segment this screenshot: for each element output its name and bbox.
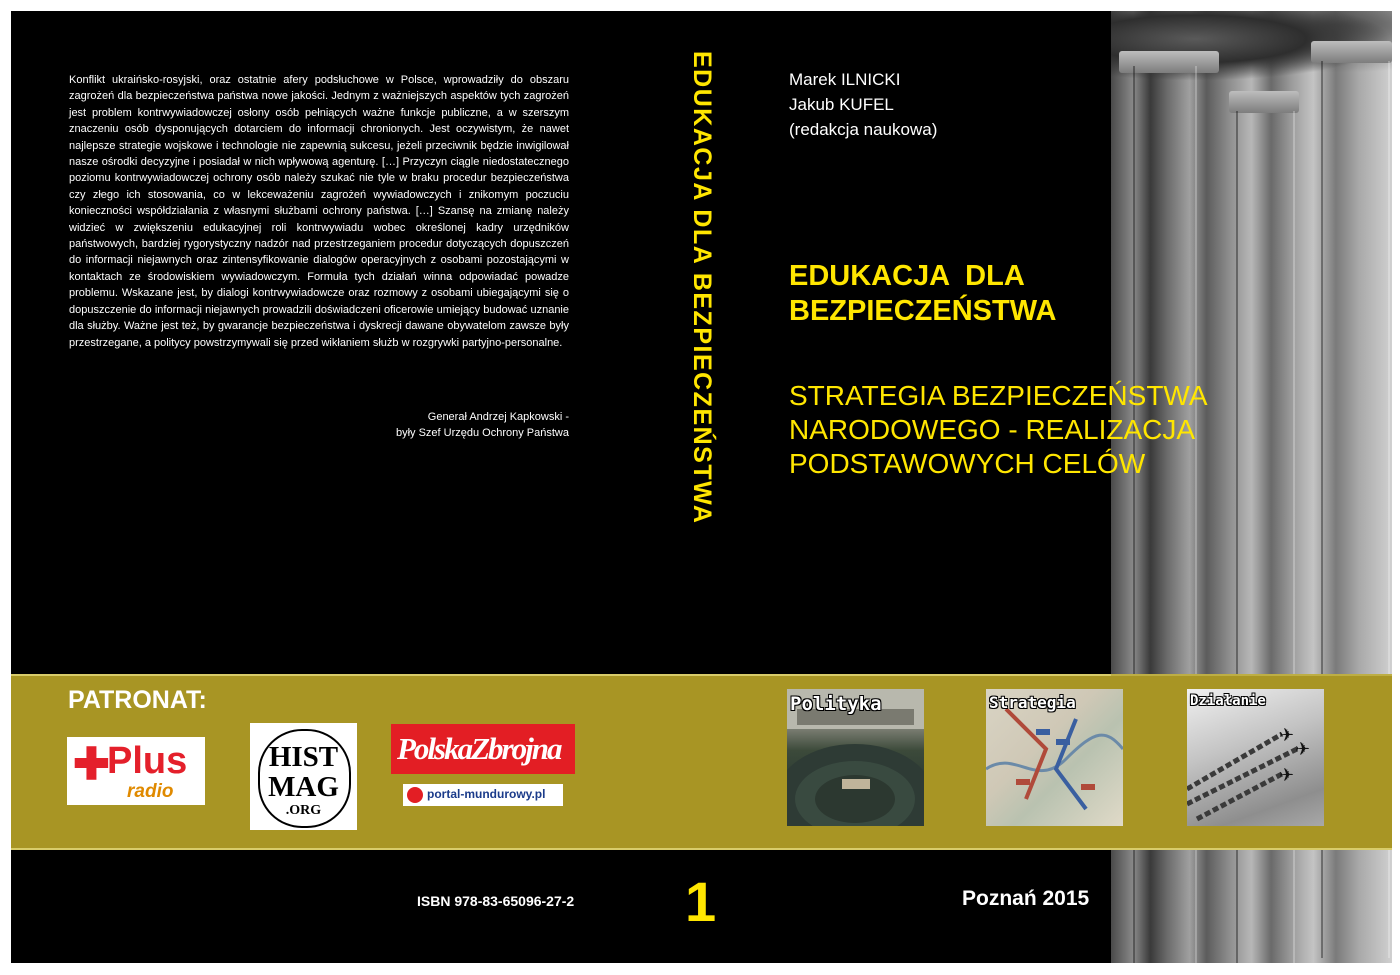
book-title-line: BEZPIECZEŃSTWA <box>789 295 1057 327</box>
signature-name: Generał Andrzej Kapkowski - <box>427 411 569 423</box>
book-title-line: EDUKACJA DLA <box>789 260 1025 292</box>
back-cover-signature <box>311 409 569 442</box>
portal-mundurowy-text: portal-mundurowy.pl <box>427 787 546 801</box>
radio-logo-text: radio <box>127 781 174 802</box>
column-capital <box>1229 91 1299 113</box>
book-title <box>789 259 1056 329</box>
jets-image <box>1187 689 1324 826</box>
authors-block <box>789 67 937 142</box>
thumbnail-label: Działanie <box>1190 693 1266 709</box>
thumbnail-label: Strategia <box>989 693 1076 712</box>
spine <box>668 51 728 651</box>
thumbnail-polityka <box>787 689 924 826</box>
svg-text:✈: ✈ <box>1279 765 1295 785</box>
book-cover <box>11 11 1392 963</box>
histmag-logo <box>250 723 357 830</box>
portal-mundurowy-icon <box>407 787 423 803</box>
place-and-year: Poznań 2015 <box>962 887 1090 910</box>
book-subtitle <box>789 379 1208 481</box>
subtitle-line: STRATEGIA BEZPIECZEŃSTWA <box>789 380 1208 411</box>
volume-number: 1 <box>685 870 717 933</box>
subtitle-line: PODSTAWOWYCH CELÓW <box>789 448 1146 479</box>
patronage-label: PATRONAT: <box>68 686 207 714</box>
thumbnail-strategia <box>986 689 1123 826</box>
back-cover-blurb: Konflikt ukraińsko-rosyjski, oraz ostatnie afery podsłuchowe w Polsce, wprowadziły do obszaru zagrożeń dla bezpieczeństwa państwa nowe jakości. Jednym z ważniejszych aspektów tych zagrożeń jest problem kontrwywiadowczej osłony osób pełniących ważne funkcje publiczne, a w szerszym znaczeniu osób dysponujących dotarciem do informacji chronionych. Jest oczywistym, że nawet najlepsze strategie wojskowe i technologie nie zapewnią sukcesu, jeżeli przeciwnik będzie inwigilował nasze ośrodki decyzyjne i posiadał w nich wpływową agenturę. […] Przyczyn ciągle niedostatecznego poziomu kontrwywiadowczej ochrony osób należy szukać nie tyle w braku procedur bezpieczeństwa czy złego ich stosowania, co w lekceważeniu zagrożeń wywiadowczych i znikomym poczuciu konieczności współdziałania z własnymi służbami ochrony państwa. […] Szansę na zmianę należy widzieć w zwiększeniu edukacyjnej roli kontrwywiadu wobec określonej kadry urzędników państwowych, bardziej rygorystyczny nadzór nad przestrzeganiem procedur dotyczących dopuszczeń do informacji niejawnych oraz zintensyfikowanie dialogów operacyjnych z osobami pozostającymi w kontaktach ze środowiskiem wywiadowczym. Formuła tych działań winna odpowiadać powadze problemu. Wskazane jest, by dialogi kontrwywiadowcze oraz rozmowy z osobami ubiegającymi się o dopuszczenie do informacji niejawnych prowadzili doświadczeni oficerowie umiejący budować uznanie dla służby. Ważne jest też, by gwarancje bezpieczeństwa i dyskrecji dawane obywatelom zawsze były przestrzegane, a politycy powstrzymywali się przed wikłaniem służb w rozgrywki partyjno-personalne. <box>69 74 569 349</box>
isbn: ISBN 978-83-65096-27-2 <box>417 893 575 909</box>
editors-note: (redakcja naukowa) <box>789 120 938 139</box>
author-name: Jakub KUFEL <box>789 95 894 114</box>
histmag-line: HIST <box>268 741 339 773</box>
thumbnail-label: Polityka <box>790 693 882 715</box>
svg-text:✈: ✈ <box>1279 725 1295 745</box>
histmag-line: MAG <box>268 771 339 803</box>
plus-cross-icon: ✚ <box>73 740 110 789</box>
column-capital <box>1311 41 1392 63</box>
signature-title: były Szef Urzędu Ochrony Państwa <box>395 427 569 440</box>
histmag-line: .ORG <box>285 803 322 818</box>
subtitle-line: NARODOWEGO - REALIZACJA <box>789 414 1196 445</box>
svg-text:✈: ✈ <box>1295 739 1311 759</box>
polska-zbrojna-text: PolskaZbrojna <box>397 731 561 766</box>
spine-title: EDUKACJA DLA BEZPIECZEŃSTWA <box>688 51 716 525</box>
plus-radio-logo <box>67 737 205 805</box>
polska-zbrojna-logo <box>391 724 575 774</box>
plus-logo-text: Plus <box>107 740 188 782</box>
portal-mundurowy-logo <box>403 784 563 806</box>
author-name: Marek ILNICKI <box>789 70 901 89</box>
thumbnail-dzialanie <box>1187 689 1324 826</box>
